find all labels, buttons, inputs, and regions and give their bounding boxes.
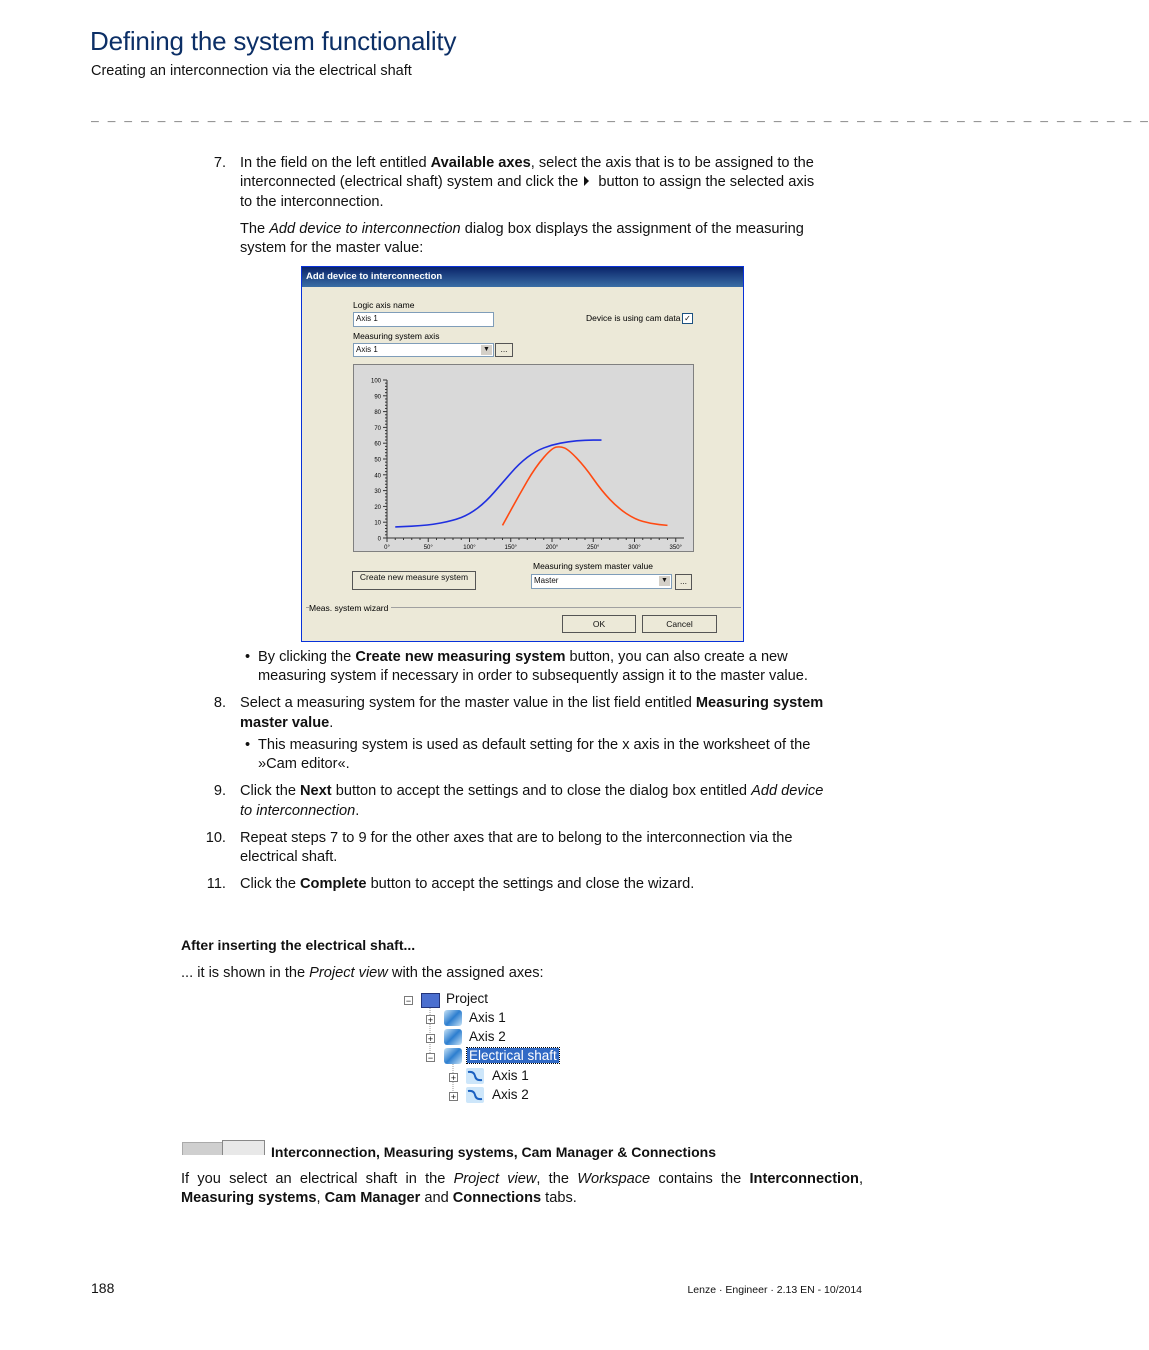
meas-axis-label: Measuring system axis [353, 331, 440, 341]
step-text-line: to the interconnection. [240, 194, 384, 210]
bullet-text-line: »Cam editor«. [258, 756, 350, 772]
axis-icon [444, 1029, 462, 1045]
bullet-text-line: measuring system if necessary in order to subsequently assign it to the master value. [258, 668, 808, 684]
project-icon [421, 993, 440, 1008]
cam-data-checkbox[interactable]: ✓ [682, 313, 693, 324]
series-line-2 [503, 447, 668, 525]
y-tick-label: 90 [374, 394, 381, 401]
arrow-right-icon [584, 176, 589, 186]
axis-icon [444, 1010, 462, 1026]
cam-data-label: Device is using cam data [586, 313, 681, 323]
step-text-line: Click the Complete button to accept the settings and close the wizard. [240, 876, 695, 892]
y-tick-label: 0 [377, 536, 381, 543]
y-tick-label: 100 [370, 378, 381, 385]
y-tick-label: 40 [374, 473, 381, 480]
tree-item-electrical-shaft[interactable]: Electrical shaft [469, 1048, 557, 1063]
page-number: 188 [91, 1280, 115, 1296]
header-separator: _ _ _ _ _ _ _ _ _ _ _ _ _ _ _ _ _ _ _ _ _ _ _ _ _ _ _ _ _ _ _ _ _ _ _ _ _ _ _ _ _ _ _ _ _ _ _ _ _ _ _ _ _ _ _ _ _ _ _ _ _ _ _ _ [91, 108, 1149, 123]
x-tick-label: 200° [545, 545, 559, 551]
ok-button[interactable]: OK [562, 615, 636, 633]
cancel-button[interactable]: Cancel [642, 615, 717, 633]
step-number: 7. [213, 155, 226, 171]
master-value-browse-button[interactable]: ... [675, 574, 692, 590]
expand-icon[interactable]: + [427, 1034, 434, 1044]
chevron-down-icon: ▼ [659, 576, 670, 586]
meas-axis-select[interactable]: Axis 1 ▼ [353, 343, 494, 357]
page-subtitle: Creating an interconnection via the electrical shaft [91, 63, 412, 79]
step-text-line: system for the master value: [240, 240, 424, 256]
expand-icon[interactable]: + [450, 1092, 457, 1102]
project-tree [400, 990, 570, 1108]
cam-chart-svg [354, 365, 693, 551]
x-tick-label: 250° [587, 545, 600, 551]
step-text-line: to interconnection. [240, 803, 360, 819]
collapse-icon[interactable]: − [427, 1053, 434, 1063]
page-title: Defining the system functionality [90, 26, 457, 56]
x-tick-label: 150° [504, 545, 517, 551]
tree-item-sub-axis-2[interactable]: Axis 2 [492, 1087, 529, 1102]
step-text-line: interconnected (electrical shaft) system and click the button to assign the selected axis [240, 174, 815, 190]
cam-chart [353, 364, 694, 552]
step-text-line: master value. [240, 715, 334, 731]
logic-axis-label: Logic axis name [353, 300, 415, 310]
term-available-axes: Available axes [430, 155, 531, 171]
dialog-title: Add device to interconnection [306, 271, 443, 282]
cam-axis-icon [466, 1068, 484, 1084]
add-device-dialog [301, 266, 744, 642]
x-tick-label: 350° [669, 545, 682, 551]
y-tick-label: 10 [374, 520, 381, 527]
bullet-text-line: By clicking the Create new measuring system button, you can also create a new [258, 649, 788, 665]
y-tick-label: 50 [374, 457, 381, 464]
step-text-line: Select a measuring system for the master value in the list field entitled Measuring system [240, 695, 824, 711]
section-paragraph-line: If you select an electrical shaft in the Project view, the Workspace contains the Interconnection, [181, 1171, 864, 1187]
step-text-line: The Add device to interconnection dialog box displays the assignment of the measuring [240, 221, 804, 237]
y-tick-label: 30 [374, 489, 381, 496]
chevron-down-icon: ▼ [481, 345, 492, 355]
tree-item-project[interactable]: Project [446, 991, 489, 1006]
y-tick-label: 60 [374, 441, 381, 448]
x-tick-label: 100° [463, 545, 476, 551]
step-number: 8. [213, 695, 226, 711]
step-number: 11. [206, 876, 226, 892]
shaft-icon [444, 1048, 462, 1064]
create-measure-system-button[interactable]: Create new measure system [352, 571, 476, 590]
after-text: ... it is shown in the Project view with the assigned axes: [181, 965, 544, 981]
meas-axis-browse-button[interactable]: ... [495, 343, 513, 357]
after-heading: After inserting the electrical shaft... [181, 937, 416, 953]
step-text-line: Click the Next button to accept the settings and to close the dialog box entitled Add device [240, 783, 824, 799]
x-tick-label: 300° [628, 545, 641, 551]
master-value-label: Measuring system master value [533, 561, 653, 571]
master-value-select[interactable]: Master ▼ [531, 574, 672, 589]
bullet-text-line: This measuring system is used as default setting for the x axis in the worksheet of the [258, 737, 811, 753]
step-text-line: In the field on the left entitled Available axes, select the axis that is to be assigned to the [240, 155, 814, 171]
section-heading: Interconnection, Measuring systems, Cam Manager & Connections [271, 1144, 716, 1160]
dialog-titlebar [302, 267, 743, 287]
x-tick-label: 50° [423, 545, 433, 551]
tree-item-axis-1[interactable]: Axis 1 [469, 1010, 506, 1025]
step-text-line: electrical shaft. [240, 849, 338, 865]
tab-icon [182, 1140, 264, 1156]
step-number: 10. [205, 830, 226, 846]
section-paragraph-line: Measuring systems, Cam Manager and Connections tabs. [181, 1190, 577, 1206]
document-info: Lenze · Engineer · 2.13 EN - 10/2014 [687, 1284, 862, 1296]
tree-item-sub-axis-1[interactable]: Axis 1 [492, 1068, 529, 1083]
logic-axis-input[interactable]: Axis 1 [353, 312, 494, 327]
collapse-icon[interactable]: − [405, 996, 412, 1006]
step-number: 9. [213, 783, 226, 799]
y-tick-label: 20 [374, 504, 381, 511]
tree-item-axis-2[interactable]: Axis 2 [469, 1029, 506, 1044]
y-tick-label: 80 [374, 410, 381, 417]
step-text-line: Repeat steps 7 to 9 for the other axes that are to belong to the interconnection via the [240, 830, 793, 846]
expand-icon[interactable]: + [427, 1015, 434, 1025]
wizard-label: Meas. system wizard [309, 603, 391, 613]
expand-icon[interactable]: + [450, 1073, 457, 1083]
x-tick-label: 0° [384, 545, 390, 551]
cam-axis-icon [466, 1087, 484, 1103]
y-tick-label: 70 [374, 425, 381, 432]
